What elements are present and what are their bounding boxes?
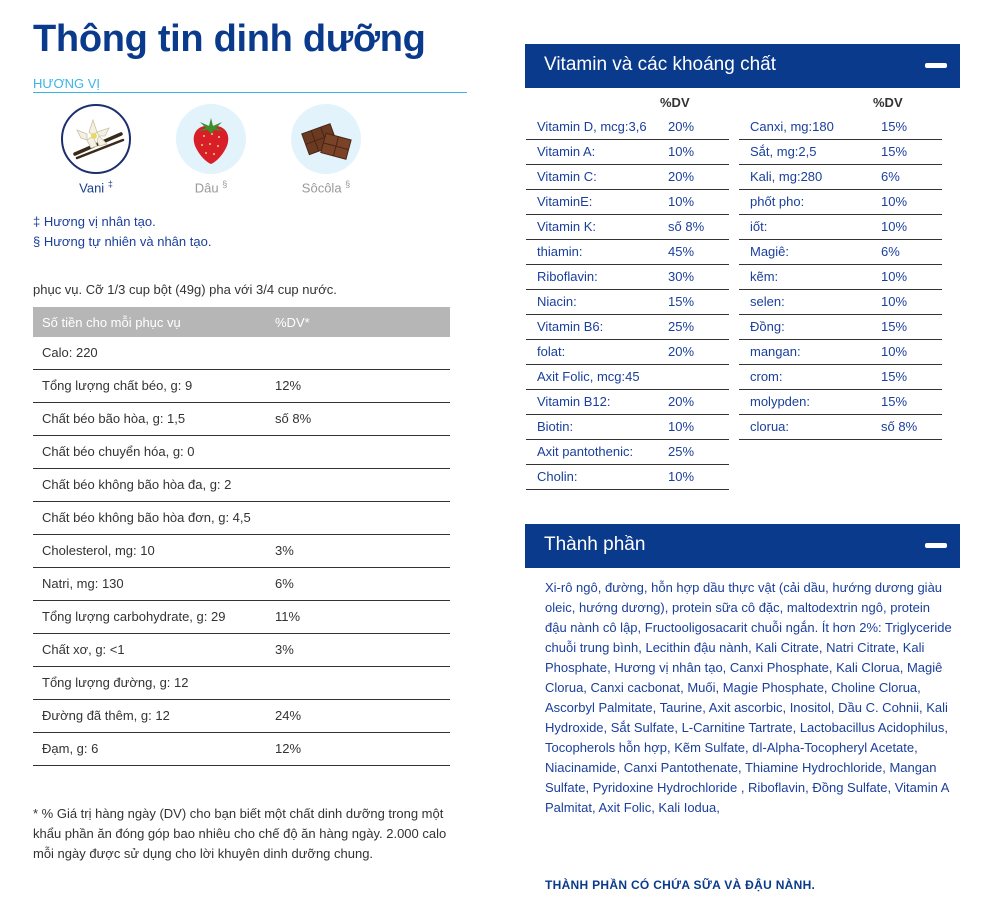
nutrient-name: Chất béo bão hòa, g: 1,5 xyxy=(33,403,266,436)
chocolate-icon xyxy=(291,104,361,174)
list-item xyxy=(526,315,729,340)
nutrient-name: Axit Folic, mcg:45 xyxy=(537,369,640,384)
nutrition-table xyxy=(33,307,450,766)
nutrient-dv: 20% xyxy=(668,394,695,409)
table-row xyxy=(33,502,450,535)
nutrient-name: Magiê: xyxy=(750,244,790,259)
flavor-label: Vani ‡ xyxy=(79,179,113,196)
collapse-icon[interactable] xyxy=(925,543,947,548)
nutrient-dv: 25% xyxy=(668,444,695,459)
list-item xyxy=(739,190,942,215)
list-item xyxy=(739,240,942,265)
nutrient-name: folat: xyxy=(537,344,566,359)
nutrient-name: thiamin: xyxy=(537,244,583,259)
list-item xyxy=(526,365,729,390)
list-item xyxy=(739,415,942,440)
nutrient-name: Vitamin C: xyxy=(537,169,597,184)
nutrient-dv: 3% xyxy=(266,634,450,667)
allergen-statement: THÀNH PHẦN CÓ CHỨA SỮA VÀ ĐẬU NÀNH. xyxy=(545,878,816,892)
nutrient-dv: 6% xyxy=(881,169,900,184)
nutrient-name: Vitamin K: xyxy=(537,219,597,234)
list-item xyxy=(739,365,942,390)
nutrient-name: kẽm: xyxy=(750,269,779,284)
nutrient-dv: 20% xyxy=(668,169,695,184)
nutrient-dv: 12% xyxy=(266,370,450,403)
nutrient-name: Calo: 220 xyxy=(33,337,266,370)
nutrient-name: Cholesterol, mg: 10 xyxy=(33,535,266,568)
list-item xyxy=(526,215,729,240)
table-row xyxy=(33,568,450,601)
nutrient-dv: 15% xyxy=(881,144,908,159)
nutrient-name: Niacin: xyxy=(537,294,577,309)
nutrient-name: Chất béo không bão hòa đa, g: 2 xyxy=(33,469,266,502)
list-item xyxy=(526,440,729,465)
list-item xyxy=(526,290,729,315)
nutrient-dv: 10% xyxy=(881,269,908,284)
list-item xyxy=(739,140,942,165)
nutrient-name: Natri, mg: 130 xyxy=(33,568,266,601)
dv-header: %DV xyxy=(660,95,690,110)
vitamins-panel-header[interactable] xyxy=(525,44,960,88)
nutrient-dv: 45% xyxy=(668,244,695,259)
nutrient-dv xyxy=(266,337,450,370)
nutrient-dv: 10% xyxy=(668,144,695,159)
nutrient-dv: 15% xyxy=(668,294,695,309)
list-item xyxy=(739,390,942,415)
nutrient-dv: 20% xyxy=(668,344,695,359)
nutrient-name: Cholin: xyxy=(537,469,578,484)
nutrient-name: Biotin: xyxy=(537,419,574,434)
table-row xyxy=(33,436,450,469)
nutrient-name: Đồng: xyxy=(750,319,785,334)
nutrient-dv: 10% xyxy=(881,219,908,234)
nutrient-dv: 10% xyxy=(668,469,695,484)
nutrient-name: Chất béo chuyển hóa, g: 0 xyxy=(33,436,266,469)
flavor-notes xyxy=(33,212,211,252)
nutrient-name: molypden: xyxy=(750,394,810,409)
list-item xyxy=(739,340,942,365)
flavor-option-vanilla[interactable] xyxy=(51,104,141,195)
dv-header: %DV xyxy=(873,95,903,110)
nutrient-name: phốt pho: xyxy=(750,194,805,209)
nutrient-name: Đạm, g: 6 xyxy=(33,733,266,766)
nutrient-dv: 15% xyxy=(881,119,908,134)
list-item xyxy=(526,190,729,215)
nutrient-dv: số 8% xyxy=(668,219,705,234)
nutrient-dv: số 8% xyxy=(266,403,450,436)
nutrient-name: iốt: xyxy=(750,219,768,234)
list-item xyxy=(526,140,729,165)
table-row xyxy=(33,535,450,568)
flavor-label: Dâu § xyxy=(194,179,228,196)
nutrient-dv: 24% xyxy=(266,700,450,733)
flavor-heading: HƯƠNG VỊ xyxy=(33,76,467,93)
list-item xyxy=(526,115,729,140)
nutrient-dv: 30% xyxy=(668,269,695,284)
list-item xyxy=(526,165,729,190)
nutrient-name: Kali, mg:280 xyxy=(750,169,823,184)
ingredients-text: Xi-rô ngô, đường, hỗn hợp dầu thực vật (cải dầu, hướng dương giàu oleic, hướng dương), protein sữa cô đặc, maltodextrin ngô, protein đậu nành cô lập, Fructooligosacarit chuỗi ngắn. Ít hơn 2%: Triglyceride chuỗi trung bình, Lecithin đậu nành, Kali Citrate, Natri Citrate, Kali Phosphate, Hương vị nhân tạo, Canxi Phosphate, Kali Clorua, Magiê Clorua, Canxi cacbonat, Muối, Magie Phosphate, Choline Clorua, Ascorbyl Palmitate, Taurine, Axit ascorbic, Inositol, Dầu C. Cohnii, Kali Hydroxide, Sắt Sulfate, L-Carnitine Tartrate, Lactobacillus Acidophilus, Tocopherols hỗn hợp, Kẽm Sulfate, dl-Alpha-Tocopheryl Acetate, Niacinamide, Canxi Pantothenate, Thiamine Hydrochloride, Mangan Sulfate, Pyridoxine Hydrochloride , Riboflavin, Đồng Sulfate, Vitamin A Palmitat, Axit Folic, Kali Iodua, xyxy=(545,580,952,815)
nutrient-dv: 6% xyxy=(266,568,450,601)
nutrient-name: crom: xyxy=(750,369,783,384)
vitamins-panel-title: Vitamin và các khoáng chất xyxy=(544,54,777,75)
nutrient-name: Vitamin B12: xyxy=(537,394,611,409)
nutrient-name: Chất xơ, g: <1 xyxy=(33,634,266,667)
nutrient-dv: 3% xyxy=(266,535,450,568)
nutrient-dv xyxy=(266,469,450,502)
nutrient-dv xyxy=(668,367,708,387)
nutrient-name: Canxi, mg:180 xyxy=(750,119,834,134)
nutrient-dv: 10% xyxy=(668,194,695,209)
nutrient-dv: 11% xyxy=(266,601,450,634)
table-row xyxy=(33,337,450,370)
vitamins-column-left xyxy=(526,95,729,490)
column-header-amount: Số tiền cho mỗi phục vụ xyxy=(33,307,266,337)
nutrient-dv: 15% xyxy=(881,369,908,384)
nutrient-dv: số 8% xyxy=(881,419,918,434)
nutrient-name: Vitamin A: xyxy=(537,144,596,159)
flavor-option-strawberry[interactable] xyxy=(166,104,256,195)
table-row xyxy=(33,601,450,634)
ingredients-panel-header[interactable] xyxy=(525,524,960,568)
nutrient-dv xyxy=(266,436,450,469)
note-artificial: ‡ Hương vị nhân tạo. xyxy=(33,214,156,229)
list-item xyxy=(739,215,942,240)
flavor-label: Sôcôla § xyxy=(301,179,351,196)
nutrient-dv: 12% xyxy=(266,733,450,766)
nutrient-dv xyxy=(266,502,450,535)
nutrient-name: Riboflavin: xyxy=(537,269,598,284)
nutrient-dv: 6% xyxy=(881,244,900,259)
table-row xyxy=(33,634,450,667)
list-item xyxy=(739,315,942,340)
nutrient-name: VitaminE: xyxy=(537,194,593,209)
nutrient-name: Axit pantothenic: xyxy=(537,444,634,459)
ingredients-panel-title: Thành phần xyxy=(544,534,646,555)
strawberry-icon xyxy=(176,104,246,174)
nutrient-dv: 10% xyxy=(881,344,908,359)
list-item xyxy=(739,115,942,140)
nutrient-name: Sắt, mg:2,5 xyxy=(750,144,817,159)
list-item xyxy=(739,165,942,190)
nutrient-name: Tổng lượng chất béo, g: 9 xyxy=(33,370,266,403)
list-item xyxy=(739,265,942,290)
nutrient-name: Vitamin D, mcg:3,6 xyxy=(537,119,647,134)
nutrient-dv: 15% xyxy=(881,319,908,334)
table-row xyxy=(33,733,450,766)
vanilla-icon xyxy=(61,104,131,174)
nutrient-dv: 10% xyxy=(881,194,908,209)
list-item xyxy=(526,390,729,415)
table-row xyxy=(33,403,450,436)
list-item xyxy=(526,340,729,365)
list-item xyxy=(526,465,729,490)
nutrient-dv: 15% xyxy=(881,394,908,409)
table-row xyxy=(33,667,450,700)
nutrient-name: clorua: xyxy=(750,419,790,434)
table-row xyxy=(33,469,450,502)
note-natural: § Hương tự nhiên và nhân tạo. xyxy=(33,234,212,249)
serving-size: phục vụ. Cỡ 1/3 cup bột (49g) pha với 3/4 cup nước. xyxy=(33,282,337,297)
table-row xyxy=(33,700,450,733)
nutrient-dv: 10% xyxy=(881,294,908,309)
nutrient-dv: 10% xyxy=(668,419,695,434)
nutrient-dv: 20% xyxy=(668,119,695,134)
nutrient-name: mangan: xyxy=(750,344,801,359)
list-item xyxy=(526,240,729,265)
table-row xyxy=(33,370,450,403)
nutrient-name: Tổng lượng đường, g: 12 xyxy=(33,667,266,700)
list-item xyxy=(526,265,729,290)
nutrition-table-header xyxy=(33,307,450,337)
nutrient-name: Chất béo không bão hòa đơn, g: 4,5 xyxy=(33,502,266,535)
list-item xyxy=(526,415,729,440)
column-header-dv: %DV* xyxy=(266,307,450,337)
dv-footnote: * % Giá trị hàng ngày (DV) cho bạn biết một chất dinh dưỡng trong một khẩu phần ăn đóng góp bao nhiêu cho chế độ ăn hàng ngày. 2.000 calo mỗi ngày được sử dụng cho lời khuyên dinh dưỡng chung. xyxy=(33,806,447,861)
nutrient-name: Đường đã thêm, g: 12 xyxy=(33,700,266,733)
minerals-column-right xyxy=(739,95,942,440)
collapse-icon[interactable] xyxy=(925,63,947,68)
list-item xyxy=(739,290,942,315)
nutrient-name: Vitamin B6: xyxy=(537,319,604,334)
flavor-option-chocolate[interactable] xyxy=(281,104,371,195)
nutrient-dv: 25% xyxy=(668,319,695,334)
nutrient-dv xyxy=(266,667,450,700)
nutrient-name: Tổng lượng carbohydrate, g: 29 xyxy=(33,601,266,634)
nutrient-name: selen: xyxy=(750,294,785,309)
page-title: Thông tin dinh dưỡng xyxy=(33,18,426,60)
